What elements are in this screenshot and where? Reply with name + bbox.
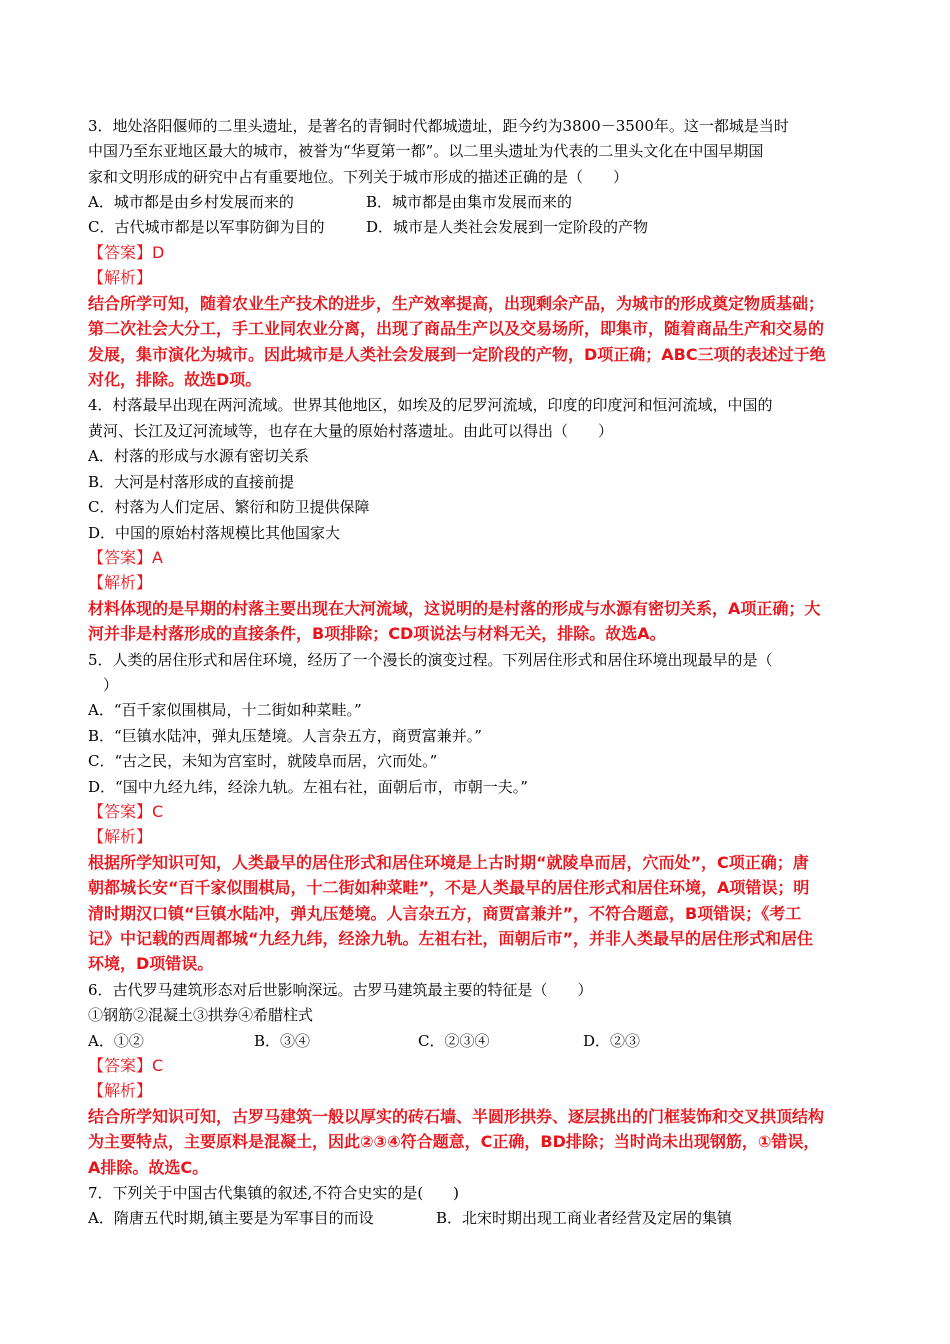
q3-option-c: C．古代城市都是以军事防御为目的 [88,218,325,236]
q5-analysis-line-2: 朝都城长安“百千家似围棋局，十二街如种菜畦”，不是人类最早的居住形式和居住环境，A项错误；明 [88,878,810,897]
q3-analysis-line-4: 对化，排除。故选D项。 [88,370,262,389]
q4-option-b: B．大河是村落形成的直接前提 [88,473,295,491]
q5-analysis-line-5: 环境，D项错误。 [88,954,214,973]
q4-analysis-label: 【解析】 [88,573,153,592]
q5-option-c: C．“古之民，未知为宫室时，就陵阜而居，穴而处。” [88,752,438,770]
q6-option-a: A．①② [88,1032,144,1050]
q6-option-c: C．②③④ [418,1032,490,1050]
q3-stem-line-1: 3．地处洛阳偃师的二里头遗址，是著名的青铜时代都城遗址，距今约为3800－3500年。这一都城是当时 [88,117,789,135]
q5-option-d: D．“国中九经九纬，经涂九轨。左祖右社，面朝后市，市朝一夫。” [88,778,528,796]
q7-option-b: B．北宋时期出现工商业者经营及定居的集镇 [436,1209,733,1227]
q3-analysis-label: 【解析】 [88,268,153,287]
q4-option-d: D．中国的原始村落规模比其他国家大 [88,524,341,542]
q4-answer: 【答案】A [88,548,163,567]
q6-answer: 【答案】C [88,1056,164,1075]
q5-option-a: A．“百千家似围棋局，十二街如种菜畦。” [88,701,362,719]
q5-answer: 【答案】C [88,802,164,821]
q7-option-a: A．隋唐五代时期,镇主要是为军事目的而设 [88,1209,374,1227]
q4-analysis-line-2: 河并非是村落形成的直接条件，B项排除；CD项说法与材料无关，排除。故选A。 [88,624,666,643]
q4-stem-line-2: 黄河、长江及辽河流域等，也存在大量的原始村落遗址。由此可以得出（ ） [88,422,614,440]
q6-analysis-line-2: 为主要特点，主要原料是混凝土，因此②③④符合题意，C正确，BD排除；当时尚未出现钢筋，①错误， [88,1132,820,1151]
q3-analysis-line-1: 结合所学可知，随着农业生产技术的进步，生产效率提高，出现剩余产品，为城市的形成奠定物质基础； [88,294,825,313]
q3-analysis-line-2: 第二次社会大分工，手工业同农业分离，出现了商品生产以及交易场所，即集市，随着商品生产和交易的 [88,319,825,338]
q3-stem-line-3: 家和文明形成的研究中占有重要地位。下列关于城市形成的描述正确的是（ ） [88,168,629,186]
q3-stem-line-2: 中国乃至东亚地区最大的城市，被誉为“华夏第一都”。以二里头遗址为代表的二里头文化在中国早期国 [88,142,764,160]
q5-analysis-line-1: 根据所学知识可知，人类最早的居住形式和居住环境是上古时期“就陵阜而居，穴而处”，C项正确；唐 [88,853,809,872]
q5-stem-line-1: 5．人类的居住形式和居住环境，经历了一个漫长的演变过程。下列居住形式和居住环境出现最早的是（ [88,651,773,669]
q5-option-b: B．“巨镇水陆冲，弹丸压楚境。人言杂五方，商贾富兼并。” [88,727,482,745]
q6-option-d: D．②③ [583,1032,641,1050]
q5-stem-line-2: ） [88,676,119,694]
q3-answer: 【答案】D [88,243,165,262]
q6-stem-line-1: 6．古代罗马建筑形态对后世影响深远。古罗马建筑最主要的特征是（ ） [88,981,593,999]
q6-stem-line-2: ①钢筋②混凝土③拱券④希腊柱式 [88,1006,314,1024]
q3-option-b: B．城市都是由集市发展而来的 [366,193,573,211]
q6-analysis-label: 【解析】 [88,1081,153,1100]
q3-option-a: A．城市都是由乡村发展而来的 [88,193,294,211]
q4-option-c: C．村落为人们定居、繁衍和防卫提供保障 [88,498,370,516]
q4-stem-line-1: 4．村落最早出现在两河流域。世界其他地区，如埃及的尼罗河流域，印度的印度河和恒河流域，中国的 [88,396,773,414]
q5-analysis-line-4: 记》中记载的西周都城“九经九纬，经涂九轨。左祖右社，面朝后市”，并非人类最早的居住形式和居住 [88,929,814,948]
q3-option-d: D．城市是人类社会发展到一定阶段的产物 [366,218,649,236]
q4-analysis-line-1: 材料体现的是早期的村落主要出现在大河流域，这说明的是村落的形成与水源有密切关系，A项正确；大 [88,599,821,618]
q5-analysis-line-3: 清时期汉口镇“巨镇水陆冲，弹丸压楚境。人言杂五方，商贾富兼并”，不符合题意，B项错误；《考工 [88,904,802,923]
q6-analysis-line-1: 结合所学知识可知，古罗马建筑一般以厚实的砖石墙、半圆形拱券、逐层挑出的门框装饰和交叉拱顶结构 [88,1107,825,1126]
q3-analysis-line-3: 发展，集市演化为城市。因此城市是人类社会发展到一定阶段的产物，D项正确；ABC三项的表述过于绝 [88,345,826,364]
q5-analysis-label: 【解析】 [88,827,153,846]
q4-option-a: A．村落的形成与水源有密切关系 [88,447,309,465]
q7-stem-line-1: 7．下列关于中国古代集镇的叙述,不符合史实的是( ) [88,1184,460,1202]
q6-analysis-line-3: A排除。故选C。 [88,1158,209,1177]
q6-option-b: B．③④ [254,1032,311,1050]
